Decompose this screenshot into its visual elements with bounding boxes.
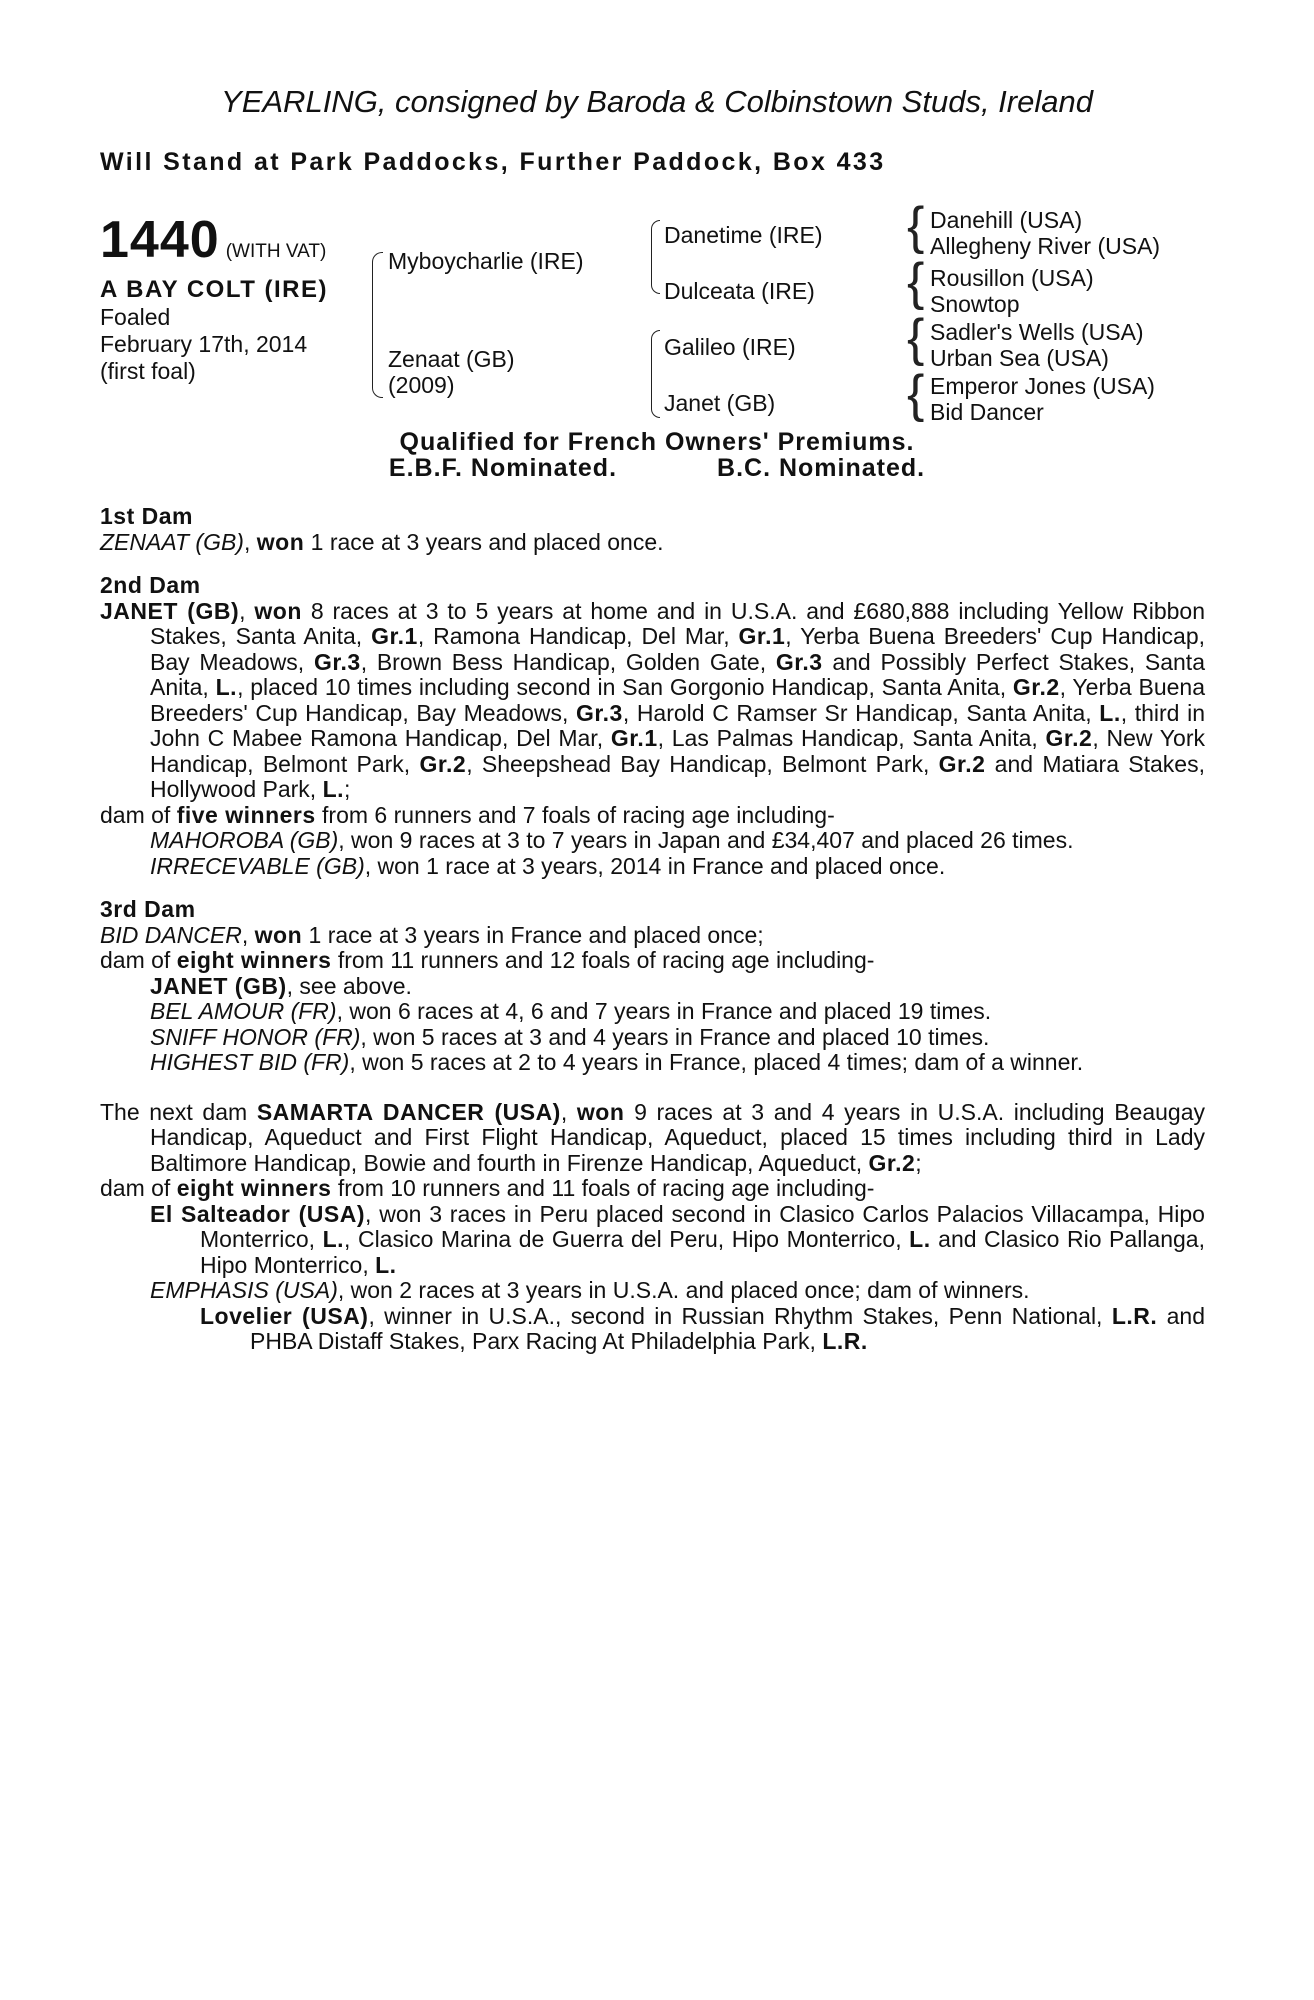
progeny-item: EMPHASIS (USA), won 2 races at 3 years in U.S.A. and placed once; dam of winners.: [150, 1277, 1030, 1303]
progeny-item: JANET (GB), see above.: [150, 972, 412, 999]
second-dam-produce-summary: dam of five winners from 6 runners and 7 foals of racing age including-: [100, 801, 835, 828]
third-dam-heading: 3rd Dam: [100, 896, 196, 922]
pedigree-gen3-4: Snowtop: [930, 291, 1020, 317]
progeny-item: El Salteador (USA), won 3 races in Peru placed second in Clasico Carlos Palacios Villacampa, Hipo Monterrico, L., Clasico Marina de Guerra del Peru, Hipo Monterrico, L. and Clasico Rio Pallanga, Hipo Monterrico, L.: [150, 1200, 1205, 1278]
pedigree-gen3-5: Sadler's Wells (USA): [930, 319, 1144, 345]
pedigree-brace-4: {: [907, 365, 925, 423]
second-dam-heading: 2nd Dam: [100, 572, 201, 598]
third-dam-produce-summary: dam of eight winners from 11 runners and 12 foals of racing age including-: [100, 947, 875, 973]
pedigree-gen3-7: Emperor Jones (USA): [930, 373, 1155, 399]
first-dam-text: ZENAAT (GB), won 1 race at 3 years and placed once.: [100, 528, 664, 555]
pedigree-text: [100, 504, 1205, 1355]
pedigree-sire-dam: Dulceata (IRE): [664, 278, 815, 304]
progeny-item: HIGHEST BID (FR), won 5 races at 2 to 4 years in France, placed 4 times; dam of a winner.: [150, 1049, 1084, 1075]
next-dam-text: The next dam SAMARTA DANCER (USA), won 9 races at 3 and 4 years in U.S.A. including Beaugay Handicap, Aqueduct and First Flight Handicap, Aqueduct, placed 15 times including third in Lady Baltimore Handicap, Bowie and fourth in Firenze Handicap, Aqueduct, Gr.2;: [100, 1098, 1206, 1176]
progeny-item: BEL AMOUR (FR), won 6 races at 4, 6 and 7 years in France and placed 19 times.: [150, 998, 992, 1024]
pedigree-bracket-dam: [651, 330, 660, 418]
pedigree-sire: Myboycharlie (IRE): [388, 248, 584, 274]
second-dam-name: JANET (GB): [100, 597, 240, 624]
first-foal-note: (first foal): [100, 358, 196, 384]
progeny-item: Lovelier (USA), winner in U.S.A., second in Russian Rhythm Stakes, Penn National, L.R. and PHBA Distaff Stakes, Parx Racing At Philadelphia Park, L.R.: [200, 1302, 1205, 1354]
pedigree-dam-sire: Galileo (IRE): [664, 334, 796, 360]
lot-number: 1440: [100, 211, 220, 269]
bc-note: B.C. Nominated.: [717, 454, 926, 482]
pedigree-gen3-1: Danehill (USA): [930, 207, 1083, 233]
progeny-item: MAHOROBA (GB), won 9 races at 3 to 7 years in Japan and £34,407 and placed 26 times.: [150, 827, 1074, 853]
nominations-line: [0, 454, 1314, 483]
third-dam-name: BID DANCER: [100, 921, 242, 948]
first-dam-name: ZENAAT (GB): [100, 528, 244, 555]
pedigree-gen3-3: Rousillon (USA): [930, 265, 1094, 291]
second-dam-text: JANET (GB), won 8 races at 3 to 5 years at home and in U.S.A. and £680,888 including Yellow Ribbon Stakes, Santa Anita, Gr.1, Ramona Handicap, Del Mar, Gr.1, Yerba Buena Breeders' Cup Handicap, Bay Meadows, Gr.3, Brown Bess Handicap, Golden Gate, Gr.3 and Possibly Perfect Stakes, Santa Anita, L., placed 10 times including second in San Gorgonio Handicap, Santa Anita, Gr.2, Yerba Buena Breeders' Cup Handicap, Bay Meadows, Gr.3, Harold C Ramser Sr Handicap, Santa Anita, L., third in John C Mabee Ramona Handicap, Del Mar, Gr.1, Las Palmas Handicap, Santa Anita, Gr.2, New York Handicap, Belmont Park, Gr.2, Sheepshead Bay Handicap, Belmont Park, Gr.2 and Matiara Stakes, Hollywood Park, L.;: [100, 597, 1206, 802]
horse-name: A BAY COLT (IRE): [100, 276, 329, 303]
vat-label: (WITH VAT): [225, 241, 327, 262]
location-line: Will Stand at Park Paddocks, Further Paddock, Box 433: [100, 148, 886, 176]
pedigree-bracket-gen1: [372, 252, 383, 398]
foaled-label: Foaled: [100, 304, 171, 330]
next-dam-produce-summary: dam of eight winners from 10 runners and 11 foals of racing age including-: [100, 1175, 875, 1201]
third-dam-text: BID DANCER, won 1 race at 3 years in France and placed once;: [100, 921, 764, 948]
first-dam-heading: 1st Dam: [100, 503, 193, 529]
pedigree-brace-3: {: [907, 309, 925, 367]
pedigree-dam: Zenaat (GB): [388, 346, 515, 372]
lot-block: [100, 210, 360, 385]
pedigree-gen3-8: Bid Dancer: [930, 399, 1044, 425]
pedigree-dam-year: (2009): [388, 372, 455, 398]
premiums-note: Qualified for French Owners' Premiums.: [399, 428, 915, 456]
progeny-item: IRRECEVABLE (GB), won 1 race at 3 years, 2014 in France and placed once.: [150, 852, 946, 879]
pedigree-bracket-sire: [651, 220, 660, 294]
progeny-item: SNIFF HONOR (FR), won 5 races at 3 and 4 years in France and placed 10 times.: [150, 1023, 990, 1050]
pedigree-brace-1: {: [907, 197, 925, 255]
foaled-date: February 17th, 2014: [100, 331, 308, 357]
pedigree-sire-sire: Danetime (IRE): [664, 222, 823, 248]
consignor-line: YEARLING, consigned by Baroda & Colbinstown Studs, Ireland: [221, 84, 1093, 119]
ebf-note: E.B.F. Nominated.: [388, 454, 618, 482]
pedigree-dam-dam: Janet (GB): [664, 390, 776, 416]
pedigree-brace-2: {: [907, 253, 925, 311]
pedigree-gen3-2: Allegheny River (USA): [930, 233, 1161, 259]
next-dam-name: SAMARTA DANCER (USA): [256, 1098, 561, 1125]
pedigree-gen3-6: Urban Sea (USA): [930, 345, 1109, 371]
